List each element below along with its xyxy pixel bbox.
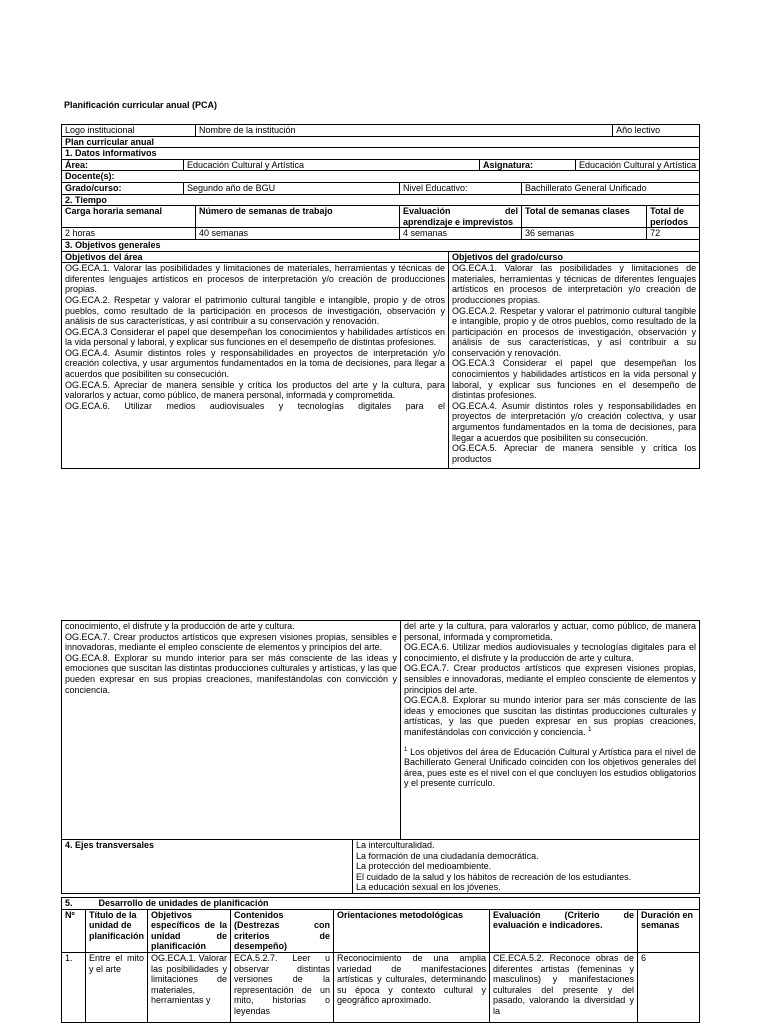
unidades-header-objetivos: Objetivos específicos de la unidad de planificación bbox=[148, 909, 231, 952]
objetivo-grado-item: OG.ECA.8. Explorar su mundo interior para ser más consciente de las ideas y emociones que suscitan las distintas producciones culturales y artísticas, y las que pueden expresar en sus propias creaciones, manifestándolas con convicción y conciencia. $^1$ bbox=[404, 695, 696, 737]
datos-heading: 1. Datos informativos bbox=[62, 148, 700, 160]
tiempo-heading: 2. Tiempo bbox=[62, 194, 700, 206]
unidad-contenidos: ECA.5.2.7. Leer u observar distintas versiones de la representación de un mito, historias o leyendas bbox=[231, 952, 334, 1022]
objetivos-grado-header: Objetivos del grado/curso bbox=[449, 251, 700, 263]
docente-label: Docente(s): bbox=[62, 171, 700, 183]
objetivo-grado-item: OG.ECA.4. Asumir distintos roles y responsabilidades en proyectos de interpretación y/o creación colectiva, y usar argumentos fundamentados en la toma de decisiones, para llegar a acuerdos que posibiliten su consecución. bbox=[452, 400, 697, 443]
objetivos-heading: 3. Objetivos generales bbox=[62, 239, 700, 251]
unidades-header-row bbox=[62, 909, 700, 952]
nivel-value: Bachillerato General Unificado bbox=[522, 182, 700, 194]
objetivo-grado-item: del arte y la cultura, para valorarlos y actuar, como público, de manera personal, informada y comprometida. bbox=[404, 621, 696, 642]
objetivo-grado-item: OG.ECA.6. Utilizar medios audiovisuales y tecnologías digitales para el conocimiento, el disfrute y la producción de arte y cultura. bbox=[404, 642, 696, 663]
unidad-titulo: Entre el mito y el arte bbox=[86, 952, 148, 1022]
eje-item: La formación de una ciudadanía democrática. bbox=[356, 850, 539, 861]
tiempo-value-total-semanas: 36 semanas bbox=[522, 228, 647, 240]
unidades-header-evaluacion: Evaluación (Criterio de evaluación e indicadores. bbox=[490, 909, 638, 952]
tiempo-value-row bbox=[62, 228, 700, 240]
objetivos-continuation-table bbox=[61, 620, 700, 840]
tiempo-value-evaluacion: 4 semanas bbox=[400, 228, 522, 240]
table-row bbox=[62, 952, 700, 1022]
unidad-duracion: 6 bbox=[638, 952, 700, 1022]
objetivo-grado-item: OG.ECA.1. Valorar las posibilidades y limitaciones de materiales, herramientas y técnicas de diferentes lenguajes artísticos en procesos de interpretación y/o creación de producciones propias. bbox=[452, 263, 697, 305]
spacer bbox=[404, 738, 696, 747]
document-title: Planificación curricular anual (PCA) bbox=[64, 100, 218, 110]
objetivo-grado-item: OG.ECA.3 Considerar el papel que desempeñan los conocimientos y habilidades artísticos en la vida personal y laboral, y explicar sus funciones en el desempeño de distintas profesiones. bbox=[452, 358, 697, 401]
objetivo-area-item: OG.ECA.4. Asumir distintos roles y responsabilidades en proyectos de interpretación y/o creación colectiva, y usar argumentos fundamentados en la toma de decisiones, para llegar a acuerdos que posibiliten su consecución. bbox=[65, 347, 446, 380]
objetivo-area-item: OG.ECA.5. Apreciar de manera sensible y crítica los productos del arte y la cultura, para valorarlos y actuar, como público, de manera personal, informada y comprometida. bbox=[65, 379, 446, 401]
institution-label: Nombre de la institución bbox=[196, 125, 613, 137]
tiempo-value-total-periodos: 72 bbox=[647, 228, 700, 240]
objetivo-grado-item: OG.ECA.5. Apreciar de manera sensible y crítica los productos bbox=[452, 443, 697, 464]
unidad-orientaciones: Reconocimiento de una amplia variedad de manifestaciones artísticas y culturales, determinando su época y contexto cultural y geográfico aproximado. bbox=[334, 952, 490, 1022]
tiempo-value-semanas: 40 semanas bbox=[196, 228, 400, 240]
unidades-header-num: Nº bbox=[62, 909, 86, 952]
eje-item: La educación sexual en los jóvenes. bbox=[356, 882, 501, 893]
grado-label: Grado/curso: bbox=[62, 182, 184, 194]
tiempo-header-carga: Carga horaria semanal bbox=[62, 206, 196, 228]
grado-value: Segundo año de BGU bbox=[184, 182, 400, 194]
objetivo-area-item: OG.ECA.6. Utilizar medios audiovisuales y tecnologías digitales para el bbox=[65, 400, 446, 411]
unidades-heading: 5. Desarrollo de unidades de planificación bbox=[62, 898, 700, 910]
objetivos-area-header: Objetivos del área bbox=[62, 251, 449, 263]
objetivos-area-cell bbox=[62, 263, 449, 469]
footnote-marker: 1 bbox=[588, 726, 592, 733]
unidades-header-orientaciones: Orientaciones metodológicas bbox=[334, 909, 490, 952]
unidades-table bbox=[61, 897, 700, 1023]
logo-label: Logo institucional bbox=[62, 125, 196, 137]
eje-item: La protección del medioambiente. bbox=[356, 861, 492, 872]
eje-item: El cuidado de la salud y los hábitos de recreación de los estudiantes. bbox=[356, 871, 632, 882]
nivel-label: Nivel Educativo: bbox=[400, 182, 522, 194]
objetivo-area-item: conocimiento, el disfrute y la producción de arte y cultura. bbox=[65, 621, 295, 631]
plan-label: Plan curricular anual bbox=[62, 136, 700, 148]
objetivo-area-item: OG.ECA.3 Considerar el papel que desempeñan los conocimientos y habilidades artísticos en la vida personal y laboral, y explicar sus funciones en el desempeño de distintas profesiones. bbox=[65, 326, 446, 348]
eje-item: La interculturalidad. bbox=[356, 840, 435, 850]
footnote-marker: 1 bbox=[404, 746, 408, 753]
objetivos-grado-cell bbox=[449, 263, 700, 469]
objetivos-area-cont-cell bbox=[62, 621, 401, 840]
objetivo-grado-item: OG.ECA.2. Respetar y valorar el patrimonio cultural tangible e intangible, propio y de otros pueblos, como resultado de la participación en procesos de investigación, observación y análisis de sus características, y así contribuir a su conservación y renovación. bbox=[452, 305, 697, 358]
asignatura-label: Asignatura: bbox=[480, 159, 576, 171]
tiempo-header-row bbox=[62, 206, 700, 228]
objetivo-area-item: OG.ECA.1. Valorar las posibilidades y limitaciones de materiales, herramientas y técnicas de diferentes lenguajes artísticos en procesos de interpretación y/o creación de producciones propias. bbox=[65, 263, 446, 295]
unidad-num: 1. bbox=[62, 952, 86, 1022]
unidades-header-duracion: Duración en semanas bbox=[638, 909, 700, 952]
ejes-table bbox=[61, 839, 700, 894]
area-label: Área: bbox=[62, 159, 184, 171]
area-value: Educación Cultural y Artística bbox=[184, 159, 480, 171]
ejes-list bbox=[353, 840, 700, 894]
unidades-header-titulo: Título de la unidad de planificación bbox=[86, 909, 148, 952]
objetivo-area-item: OG.ECA.7. Crear productos artísticos que expresen visiones propias, sensibles e innovadoras, mediante el empleo consciente de elementos y principios del arte. bbox=[65, 631, 397, 653]
objetivo-grado-item: OG.ECA.7. Crear productos artísticos que expresen visiones propias, sensibles e innovadoras, mediante el empleo consciente de elementos y principios del arte. bbox=[404, 663, 696, 695]
footnote-text: $^1$ Los objetivos del área de Educación Cultural y Artística para el nivel de Bachillerato General Unificado coinciden con los objetivos generales del área, pues este es el nivel con el que concluyen los estudios obligatorios y el presente currículo. bbox=[404, 746, 696, 789]
unidades-header-contenidos: Contenidos (Destrezas con criterios de desempeño) bbox=[231, 909, 334, 952]
pca-table-page1 bbox=[61, 124, 700, 469]
unidad-objetivos: OG.ECA.1. Valorar las posibilidades y limitaciones de materiales, herramientas y bbox=[148, 952, 231, 1022]
tiempo-header-semanas: Número de semanas de trabajo bbox=[196, 206, 400, 228]
year-label: Año lectivo bbox=[613, 125, 700, 137]
unidad-evaluacion: CE.ECA.5.2. Reconoce obras de diferentes artistas (femeninas y masculinos) y manifestaciones culturales del presente y del pasado, valorando la diversidad y la bbox=[490, 952, 638, 1022]
header-row bbox=[62, 125, 700, 137]
tiempo-header-evaluacion: Evaluación del aprendizaje e imprevistos bbox=[400, 206, 522, 228]
objetivo-area-item: OG.ECA.8. Explorar su mundo interior para ser más consciente de las ideas y emociones que suscitan las distintas producciones culturales y artísticas, y las que pueden expresar en sus propias creaciones, manifestándolas con convicción y conciencia. bbox=[65, 652, 397, 695]
objetivo-area-item: OG.ECA.2. Respetar y valorar el patrimonio cultural tangible e intangible, propio y de otros pueblos, como resultado de la participación en procesos de investigación, observación y análisis de sus características, y así contribuir a su conservación y renovación. bbox=[65, 294, 446, 327]
tiempo-header-total-semanas: Total de semanas clases bbox=[522, 206, 647, 228]
tiempo-value-carga: 2 horas bbox=[62, 228, 196, 240]
objetivos-grado-cont-cell bbox=[401, 621, 700, 840]
ejes-heading: 4. Ejes transversales bbox=[62, 840, 353, 894]
asignatura-value: Educación Cultural y Artística bbox=[576, 159, 700, 171]
tiempo-header-total-periodos: Total de períodos bbox=[647, 206, 700, 228]
